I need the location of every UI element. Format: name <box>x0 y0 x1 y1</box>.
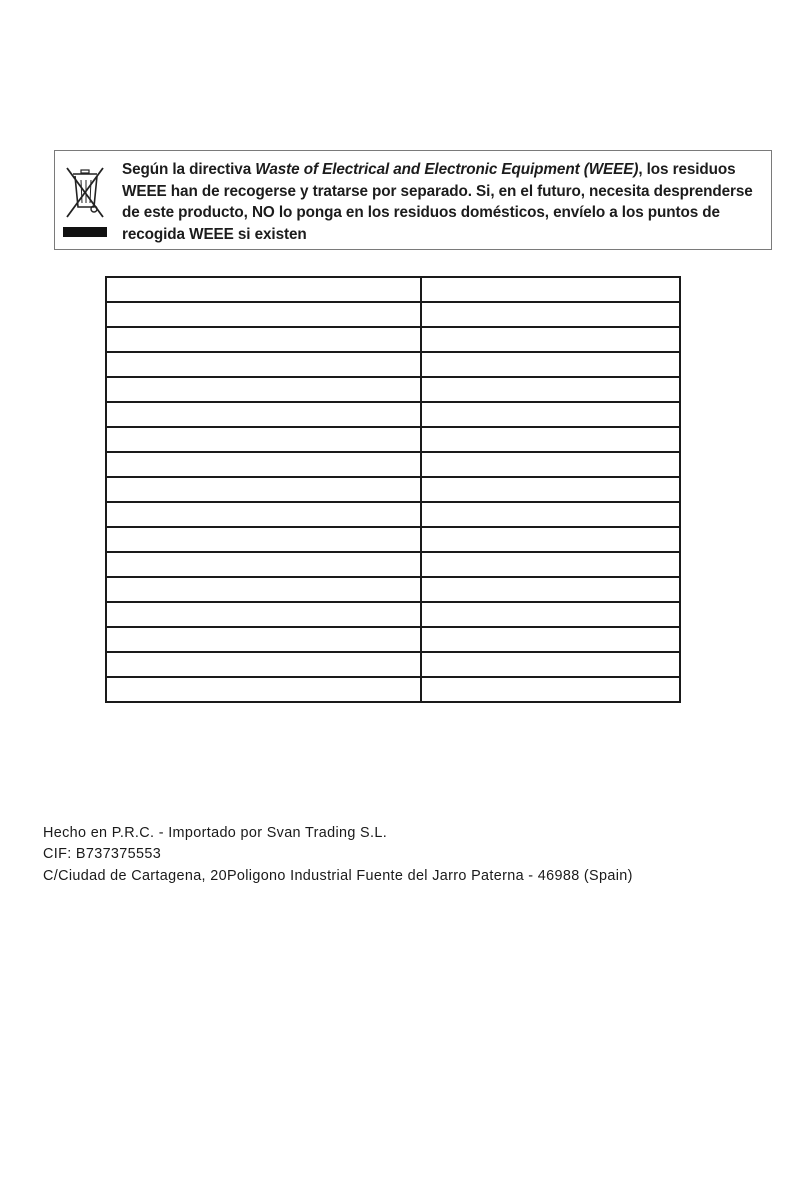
weee-line-4: recogida WEEE si existen <box>122 225 307 243</box>
table-cell <box>106 652 421 677</box>
crossed-out-wheelie-bin-icon <box>63 161 107 239</box>
weee-line-3: de este producto, NO lo ponga en los residuos domésticos, envíelo a los puntos de <box>122 204 720 221</box>
table-cell <box>106 677 421 702</box>
table-cell <box>106 577 421 602</box>
table-cell <box>421 627 680 652</box>
table-cell <box>106 402 421 427</box>
spec-table-body <box>106 277 680 702</box>
weee-notice-text <box>122 159 772 245</box>
table-cell <box>106 477 421 502</box>
table-row <box>106 427 680 452</box>
address-line: C/Ciudad de Cartagena, 20Poligono Industrial Fuente del Jarro Paterna - 46988 (Spain) <box>43 867 633 884</box>
table-cell <box>106 452 421 477</box>
table-cell <box>421 352 680 377</box>
table-cell <box>421 402 680 427</box>
table-cell <box>106 552 421 577</box>
importer-info <box>43 823 633 887</box>
table-cell <box>106 377 421 402</box>
table-cell <box>106 427 421 452</box>
table-cell <box>421 477 680 502</box>
table-row <box>106 527 680 552</box>
table-row <box>106 552 680 577</box>
table-row <box>106 602 680 627</box>
table-cell <box>421 452 680 477</box>
table-cell <box>421 602 680 627</box>
table-cell <box>106 277 421 302</box>
table-cell <box>421 502 680 527</box>
table-cell <box>421 427 680 452</box>
table-cell <box>421 552 680 577</box>
table-row <box>106 502 680 527</box>
table-row <box>106 627 680 652</box>
table-row <box>106 677 680 702</box>
table-cell <box>106 502 421 527</box>
made-in-line: Hecho en P.R.C. - Importado por Svan Trading S.L. <box>43 825 388 841</box>
table-row <box>106 327 680 352</box>
table-cell <box>106 627 421 652</box>
table-row <box>106 652 680 677</box>
table-row <box>106 477 680 502</box>
table-cell <box>421 577 680 602</box>
spec-table <box>105 276 681 703</box>
table-row <box>106 277 680 302</box>
table-cell <box>106 302 421 327</box>
table-cell <box>106 527 421 552</box>
table-cell <box>106 327 421 352</box>
table-row <box>106 377 680 402</box>
table-cell <box>421 527 680 552</box>
cif-line: CIF: B737375553 <box>43 846 162 863</box>
table-cell <box>421 377 680 402</box>
table-cell <box>106 352 421 377</box>
table-row <box>106 402 680 427</box>
table-cell <box>421 677 680 702</box>
table-cell <box>421 652 680 677</box>
table-cell <box>421 277 680 302</box>
table-row <box>106 352 680 377</box>
table-row <box>106 452 680 477</box>
weee-notice-box <box>54 150 772 250</box>
weee-line-1: Según la directiva Waste of Electrical and Electronic Equipment (WEEE), los residuos <box>122 161 736 178</box>
table-row <box>106 577 680 602</box>
table-cell <box>421 302 680 327</box>
table-row <box>106 302 680 327</box>
weee-line-2: WEEE han de recogerse y tratarse por separado. Si, en el futuro, necesita desprenderse <box>122 182 753 200</box>
table-cell <box>421 327 680 352</box>
table-cell <box>106 602 421 627</box>
